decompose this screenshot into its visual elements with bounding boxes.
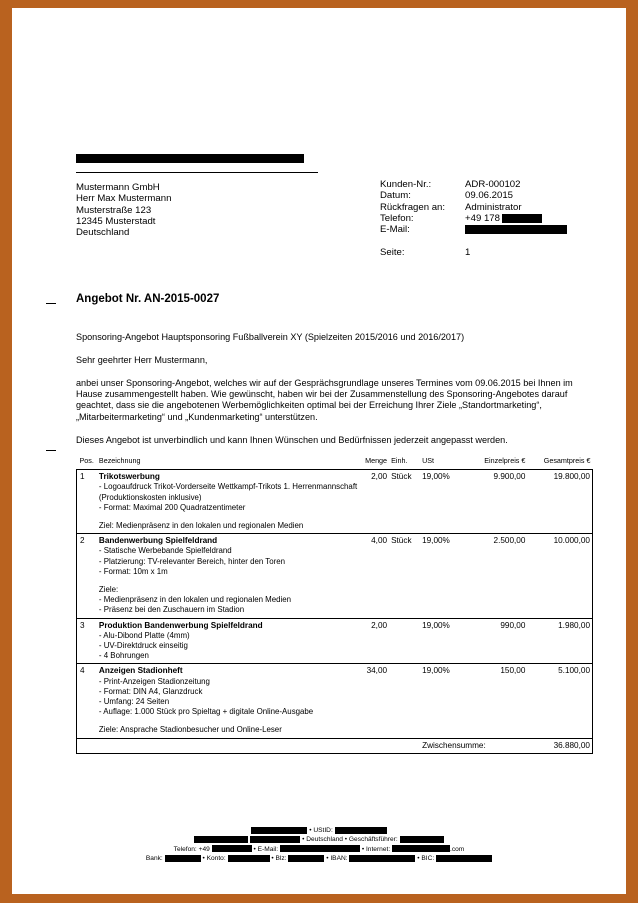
redacted-blz <box>288 855 324 862</box>
intro-paragraph: anbei unser Sponsoring-Angebot, welches wir auf der Gesprächsgrundlage unseres Termines vom 09.06.2015 bei Ihnen im Hause zusammengestellt haben. Wie gewünscht, haben wir bei der Zusammenstellung des Sponsoring-Angebotes darauf geachtet, dass sie die angebotenen Werbemöglichkeiten optimal bei der Erreichung Ihrer Ziele „Standortmarketing“, „Mitarbeitermarketing“ und „Kundenmarketing“ unterstützen. <box>76 377 573 422</box>
salutation: Sehr geehrter Herr Mustermann, <box>76 354 208 365</box>
row-name: Trikotswerbung <box>98 472 160 482</box>
footer-email: • E-Mail: <box>253 845 279 853</box>
row-line: Ziele: Ansprache Stadionbesucher und Online-Leser <box>98 725 282 735</box>
row-einh: Stück <box>391 472 412 482</box>
row-menge: 2,00 <box>371 472 388 482</box>
row-line: - Format: DIN A4, Glanzdruck <box>98 686 203 696</box>
header-bez: Bezeichnung <box>98 456 141 465</box>
header-einh: Einh. <box>391 456 408 465</box>
row-line: - Print-Anzeigen Stadionzeitung <box>98 676 210 686</box>
inquiry: Administrator <box>465 201 522 213</box>
recipient-address <box>76 182 171 238</box>
recipient-company: Mustermann GmbH <box>76 182 160 193</box>
footer-com: .com <box>450 845 465 853</box>
row-pos: 1 <box>80 472 85 482</box>
footer-tel: Telefon: +49 <box>173 845 210 853</box>
inquiry-label: Rückfragen an: <box>380 201 446 213</box>
row-line: (Produktionskosten inklusive) <box>98 492 202 502</box>
header-pos: Pos. <box>79 456 94 465</box>
redacted-internet <box>392 845 450 852</box>
row-menge: 2,00 <box>371 620 388 630</box>
redacted-tel <box>212 845 252 852</box>
footer <box>12 826 626 863</box>
row-pos: 2 <box>80 536 85 546</box>
redacted-email-footer <box>280 845 360 852</box>
recipient-contact: Herr Max Mustermann <box>76 193 172 205</box>
row-name: Produktion Bandenwerbung Spielfeldrand <box>98 620 263 630</box>
header-ep: Einzelpreis € <box>484 456 526 465</box>
footer-konto: • Konto: <box>202 854 226 862</box>
header-menge: Menge <box>365 456 388 465</box>
row-pos: 4 <box>80 666 85 676</box>
sender-divider <box>76 172 318 173</box>
subtotal-label: Zwischensumme: <box>422 740 486 750</box>
row-gp: 1.980,00 <box>558 620 590 630</box>
row-einh <box>389 618 420 664</box>
footer-iban: • IBAN: <box>326 854 348 862</box>
recipient-country: Deutschland <box>76 227 130 239</box>
redacted-iban <box>349 855 415 862</box>
row-gp: 19.800,00 <box>553 472 590 482</box>
footer-line-3 <box>12 845 626 854</box>
page-number: 1 <box>465 246 471 258</box>
row-line: - Auflage: 1.000 Stück pro Spieltag + digitale Online-Ausgabe <box>98 707 314 717</box>
redacted-ustid <box>335 827 387 834</box>
row-ep: 9.900,00 <box>493 472 526 482</box>
row-line: - Alu-Dibond Platte (4mm) <box>98 630 190 640</box>
row-ep: 2.500,00 <box>493 536 526 546</box>
row-menge: 34,00 <box>366 666 388 676</box>
footer-country-ceo: • Deutschland • Geschäftsführer: <box>302 836 398 844</box>
row-ust: 19,00% <box>422 620 450 630</box>
row-line <box>99 717 357 725</box>
redacted-street <box>194 836 248 843</box>
fold-mark <box>46 303 56 304</box>
redacted-company <box>251 827 307 834</box>
email-label: E-Mail: <box>380 224 410 236</box>
offer-title: Angebot Nr. AN-2015-0027 <box>76 293 220 305</box>
row-ust: 19,00% <box>422 472 450 482</box>
footer-line-4 <box>12 854 626 863</box>
row-gp: 10.000,00 <box>553 536 590 546</box>
row-line: - Umfang: 24 Seiten <box>98 697 170 707</box>
footer-line-2 <box>12 835 626 844</box>
row-line: Ziele: <box>98 585 119 595</box>
row-ust: 19,00% <box>422 536 450 546</box>
table-row <box>77 470 593 534</box>
header-gp: Gesamtpreis € <box>543 456 591 465</box>
table-header <box>77 455 593 470</box>
recipient-street: Musterstraße 123 <box>76 204 152 216</box>
letter-body <box>76 332 596 457</box>
table-row <box>77 618 593 664</box>
row-line: - UV-Direktdruck einseitig <box>98 641 188 651</box>
table-row <box>77 534 593 618</box>
row-name: Bandenwerbung Spielfeldrand <box>98 536 218 546</box>
row-line: - Format: 10m x 1m <box>98 566 168 576</box>
table-row <box>77 664 593 738</box>
footer-line-1 <box>12 826 626 835</box>
document-page <box>12 8 626 894</box>
redacted-bic <box>436 855 492 862</box>
footer-ustid: • UStID: <box>309 827 333 834</box>
page-label: Seite: <box>380 246 405 258</box>
row-ep: 150,00 <box>500 666 526 676</box>
phone: +49 178 <box>465 212 500 224</box>
customer-no: ADR-000102 <box>465 179 521 190</box>
row-line: Ziel: Medienpräsenz in den lokalen und regionalen Medien <box>98 521 304 531</box>
redacted-email <box>465 225 567 234</box>
footer-internet: • Internet: <box>361 845 391 853</box>
redacted-bank <box>165 855 201 862</box>
row-name: Anzeigen Stadionheft <box>98 666 183 676</box>
footer-bank: Bank: <box>145 854 163 862</box>
row-einh: Stück <box>391 536 412 546</box>
redacted-sender-line <box>76 154 304 163</box>
document-meta <box>380 179 567 258</box>
recipient-city: 12345 Musterstadt <box>76 215 156 227</box>
redacted-konto <box>228 855 270 862</box>
row-line: - 4 Bohrungen <box>98 651 149 661</box>
redacted-city <box>250 836 300 843</box>
date: 09.06.2015 <box>465 190 514 202</box>
row-line: - Logoaufdruck Trikot-Vorderseite Wettkampf-Trikots 1. Herrenmannschaft <box>98 482 358 492</box>
row-ust: 19,00% <box>422 666 450 676</box>
punch-mark <box>46 450 56 451</box>
redacted-ceo <box>400 836 444 843</box>
row-einh <box>389 664 420 738</box>
row-line <box>99 513 357 521</box>
row-line: - Medienpräsenz in den lokalen und regionalen Medien <box>98 595 292 605</box>
subtotal-value: 36.880,00 <box>553 740 590 750</box>
row-line <box>99 577 357 585</box>
phone-label: Telefon: <box>380 212 414 224</box>
row-menge: 4,00 <box>371 536 388 546</box>
row-line: - Platzierung: TV-relevanter Bereich, hinter den Toren <box>98 556 286 566</box>
header-ust: USt <box>422 456 435 465</box>
date-label: Datum: <box>380 190 411 202</box>
row-ep: 990,00 <box>500 620 526 630</box>
redacted-phone <box>502 214 542 223</box>
closing-paragraph: Dieses Angebot ist unverbindlich und kann Ihnen Wünschen und Bedürfnissen jederzeit angepasst werden. <box>76 434 508 445</box>
customer-no-label: Kunden-Nr.: <box>380 179 432 190</box>
subtotal-row <box>77 738 593 753</box>
subject-line: Sponsoring-Angebot Hauptsponsoring Fußballverein XY (Spielzeiten 2015/2016 und 2016/2017) <box>76 332 465 342</box>
items-table <box>76 455 593 754</box>
row-line: - Format: Maximal 200 Quadratzentimeter <box>98 502 246 512</box>
row-gp: 5.100,00 <box>558 666 590 676</box>
row-line: - Statische Werbebande Spielfeldrand <box>98 546 232 556</box>
footer-blz: • Blz: <box>271 854 287 862</box>
row-pos: 3 <box>80 620 85 630</box>
footer-bic: • BIC: <box>417 854 435 862</box>
row-line: - Präsenz bei den Zuschauern im Stadion <box>98 605 245 615</box>
